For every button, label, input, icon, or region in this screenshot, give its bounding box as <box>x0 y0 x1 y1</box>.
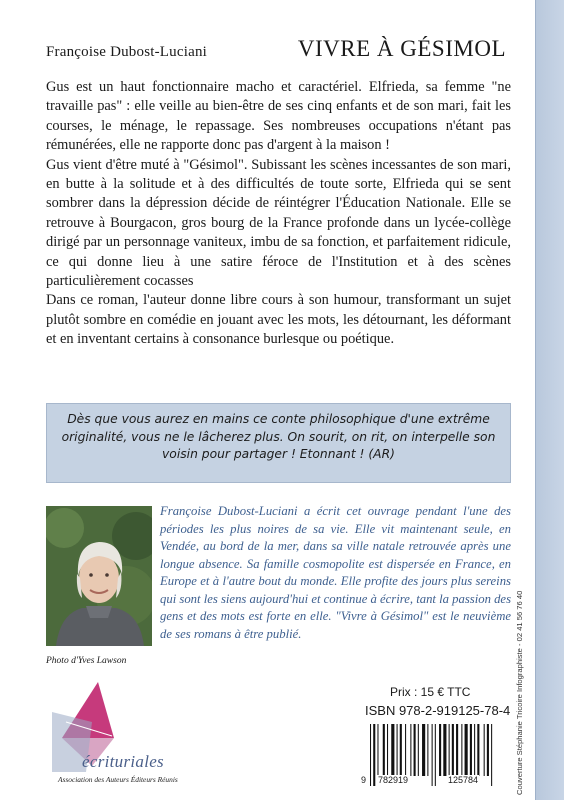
barcode-bar <box>418 724 419 776</box>
barcode-bar <box>370 724 371 786</box>
synopsis-paragraph: Gus est un haut fonctionnaire macho et caractériel. Elfrieda, sa femme "ne travaille pas" : elle veille au bien-être de ses cinq enfants et de son mari, fait les courses, le ménage, le repassage. Ses nombreuses occupations n'étant pas rémunérées, elle ne rapporte donc pas d'argent à la maison ! <box>46 79 511 154</box>
barcode-bar <box>452 724 454 776</box>
barcode-bar <box>377 724 378 776</box>
barcode-bar <box>387 724 388 776</box>
barcode-bar <box>474 724 475 776</box>
photo-credit: Photo d'Yves Lawson <box>46 656 127 666</box>
publisher-name: écrituriales <box>82 752 164 771</box>
spine-edge <box>535 0 564 800</box>
isbn-label: ISBN 978-2-919125-78-4 <box>365 703 511 718</box>
barcode-bar <box>484 724 485 776</box>
barcode-bar <box>410 724 411 776</box>
barcode-bar <box>414 724 416 776</box>
barcode-bar <box>465 724 468 776</box>
barcode-bar <box>435 724 436 786</box>
barcode-group-right: 125784 <box>448 775 479 785</box>
synopsis <box>46 78 511 350</box>
author-portrait-image <box>46 506 152 646</box>
book-title: VIVRE À GÉSIMOL <box>297 36 506 61</box>
review-quote: Dès que vous aurez en mains ce conte philosophique d'une extrême originalité, vous ne le lâcherez plus. On sourit, on rit, on interpelle son voisin pour partager ! Etonnant ! (AR) <box>46 403 511 483</box>
barcode-bar <box>456 724 458 776</box>
cover-design-credit: Couverture Stéphanie Tricoire Infographiste - 02 41 56 76 40 <box>515 590 524 795</box>
barcode-bar <box>373 724 375 786</box>
barcode-bar <box>439 724 441 776</box>
barcode-bar <box>391 724 394 776</box>
barcode-bar <box>487 724 489 776</box>
publisher-tagline: Association des Auteurs Éditeurs Réunis <box>58 775 178 784</box>
barcode-bar <box>491 724 492 786</box>
barcode-digit-first: 9 <box>361 775 367 785</box>
barcode-bar <box>383 724 385 776</box>
synopsis-paragraph: Gus vient d'être muté à "Gésimol". Subissant les scènes incessantes de son mari, en butte à la solitude et à des difficultés de toute sorte, Elfrieda qui se sent sombrer dans la dépression décide de réintégrer l'Éducation Nationale. Elle se retrouve à Bourgacon, gros bourg de la France profonde dans un lycée-collège dirigé par un personnage vaniteux, imbu de sa fonction, et parfaitement ridicule, ce qui donne lieu à une satire féroce de l'Institution et à des scènes particulièrement cocasses <box>46 156 511 290</box>
price-label: Prix : 15 € TTC <box>390 685 471 699</box>
barcode-bar <box>449 724 450 776</box>
synopsis-paragraph: Dans ce roman, l'auteur donne libre cours à son humour, transformant un sujet plutôt sombre en comédie en jouant avec les mots, les détournant, les déformant et en inventant certains à consonance burlesque ou poétique. <box>46 292 511 348</box>
author-bio: Françoise Dubost-Luciani a écrit cet ouvrage pendant l'une des périodes les plus noires de sa vie. Elle vit maintenant seule, en Vendée, au bord de la mer, dans sa ville natale retrouvée après une longue absence. Sa famille cosmopolite est dispersée en France, en Europe et à l'autre bout du monde. Elle profite des jours plus sereins qui sont les siens aujourd'hui et continue à écrire, tant la passion des gens et des mots est forte en elle. "Vivre à Gésimol" est le neuvième de ses romans à être publié. <box>160 504 512 641</box>
barcode-bar <box>400 724 402 776</box>
author-name: Françoise Dubost-Luciani <box>46 44 208 60</box>
barcode-group-left: 782919 <box>378 775 409 785</box>
barcode-bar <box>443 724 446 776</box>
barcode-bar <box>461 724 462 776</box>
author-photo <box>46 506 152 646</box>
cover-header <box>46 36 506 66</box>
barcode-bar <box>470 724 472 776</box>
barcode-bar <box>422 724 425 776</box>
barcode-bar <box>477 724 479 776</box>
barcode-bar <box>397 724 398 776</box>
barcode-bar <box>405 724 406 776</box>
barcode-bar <box>432 724 433 786</box>
barcode-bar <box>427 724 428 776</box>
